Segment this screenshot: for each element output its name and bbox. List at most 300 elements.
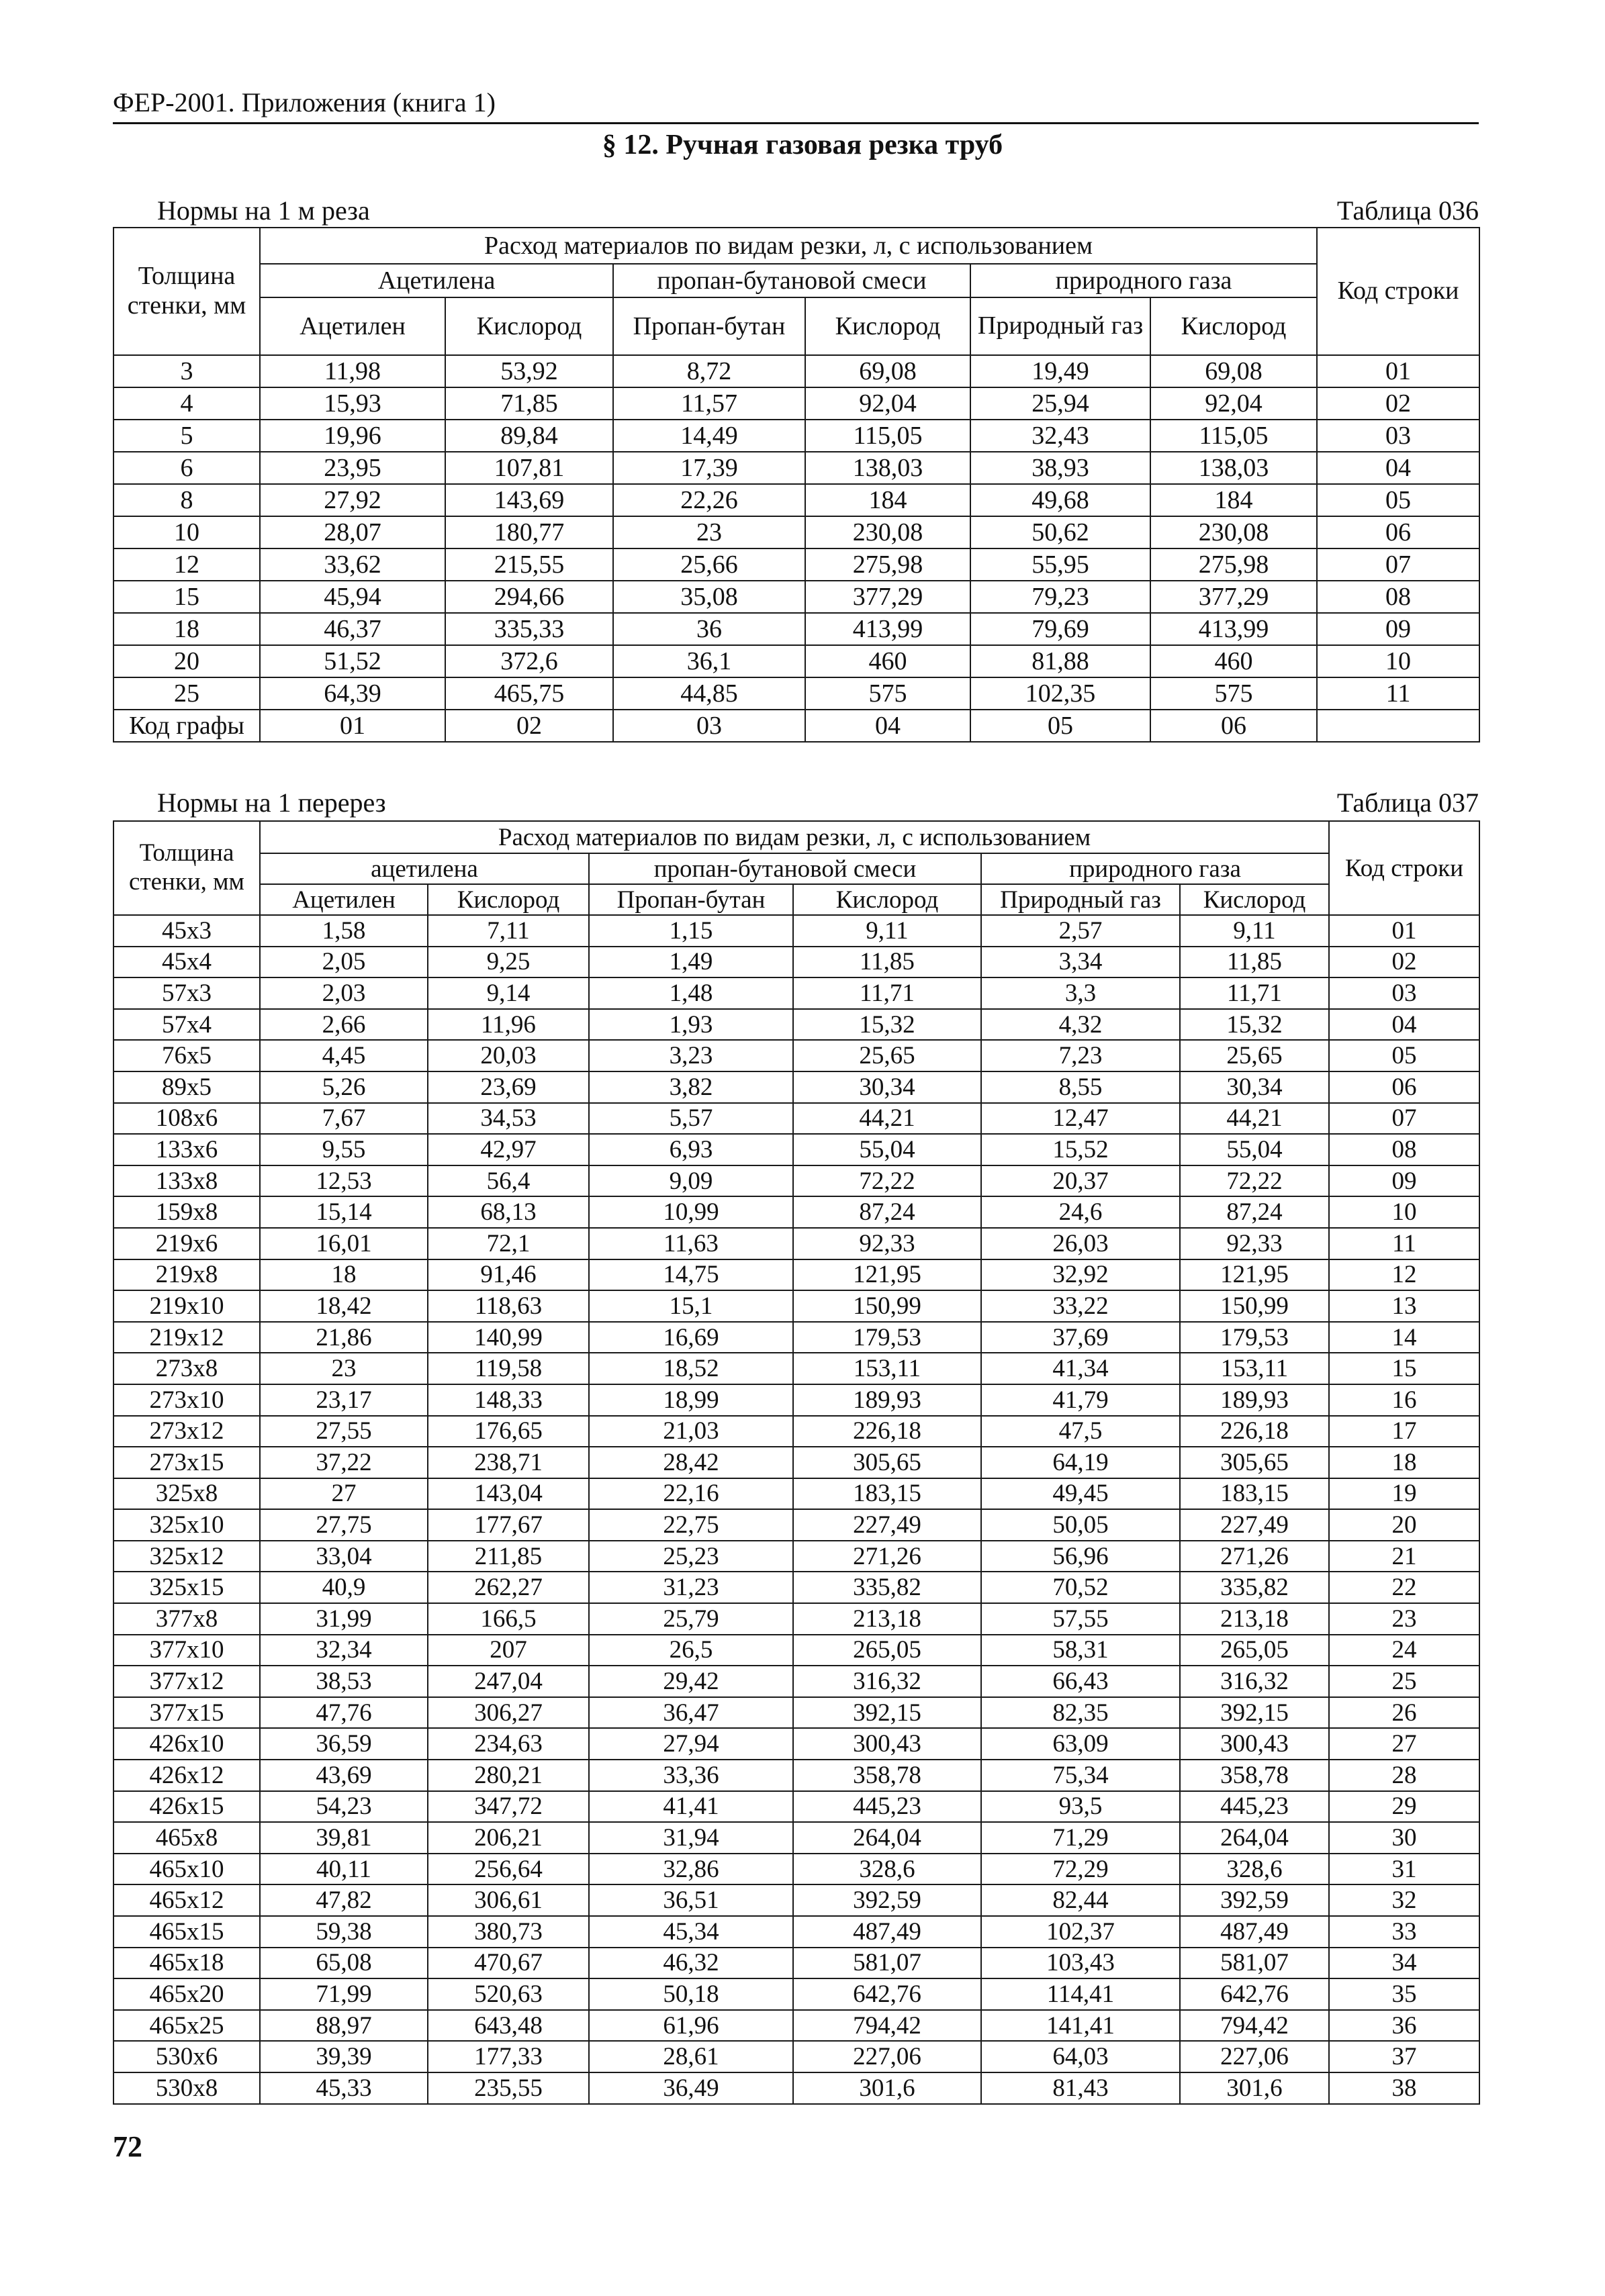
table-row [113, 1541, 1479, 1572]
column-code: 04 [805, 710, 970, 742]
table-cell: 238,71 [428, 1447, 589, 1478]
table-row [113, 1635, 1479, 1666]
table-cell: 19 [1329, 1478, 1479, 1510]
table-cell: 271,26 [793, 1541, 981, 1572]
table-row [113, 420, 1479, 452]
table-cell: 133х6 [113, 1134, 260, 1165]
table-cell: 11 [1329, 1228, 1479, 1259]
col-group-natural-gas: природного газа [981, 853, 1329, 884]
table-cell: 32,86 [589, 1854, 793, 1885]
page-number: 72 [113, 2130, 142, 2163]
table-cell: 05 [1317, 484, 1479, 516]
table-cell: 445,23 [793, 1791, 981, 1823]
table-row [113, 484, 1479, 516]
table-cell: 227,49 [1180, 1509, 1329, 1541]
table-cell: 17,39 [613, 452, 805, 484]
table-cell: 372,6 [445, 645, 613, 677]
table-cell: 234,63 [428, 1728, 589, 1760]
table-cell: 347,72 [428, 1791, 589, 1823]
table-cell: 271,26 [1180, 1541, 1329, 1572]
running-header-text: ФЕР-2001. Приложения (книга 1) [113, 87, 496, 117]
table-cell: 33,04 [260, 1541, 428, 1572]
table-cell: 114,41 [981, 1978, 1180, 2010]
table-cell: 31 [1329, 1854, 1479, 1885]
table-cell: 642,76 [793, 1978, 981, 2010]
table-cell: 19,49 [970, 355, 1150, 387]
table-cell: 91,46 [428, 1259, 589, 1291]
table-cell: 426х12 [113, 1760, 260, 1791]
table-cell: 230,08 [1150, 516, 1317, 548]
table-cell: 150,99 [1180, 1290, 1329, 1322]
col-header-acetylene: Ацетилен [260, 297, 445, 355]
table-cell: 32,92 [981, 1259, 1180, 1291]
table-cell: 11,71 [1180, 977, 1329, 1009]
table-cell: 215,55 [445, 548, 613, 581]
table-cell: 08 [1317, 581, 1479, 613]
table-cell: 21,86 [260, 1322, 428, 1353]
column-code: 01 [260, 710, 445, 742]
table-cell: 45,33 [260, 2072, 428, 2104]
table-row [113, 1854, 1479, 1885]
table-cell: 413,99 [1150, 613, 1317, 645]
table-cell: 92,04 [1150, 387, 1317, 420]
table-cell: 487,49 [793, 1916, 981, 1948]
table-row [113, 1259, 1479, 1291]
table-cell: 227,06 [793, 2041, 981, 2072]
table-cell: 68,13 [428, 1196, 589, 1228]
table-cell: 325х8 [113, 1478, 260, 1510]
table-cell: 09 [1329, 1165, 1479, 1197]
table-cell: 7,11 [428, 915, 589, 947]
table-cell: 28,61 [589, 2041, 793, 2072]
table-036-caption: Нормы на 1 м реза [157, 195, 370, 226]
table-cell: 219х6 [113, 1228, 260, 1259]
table-cell: 273х15 [113, 1447, 260, 1478]
table-cell: 18,99 [589, 1384, 793, 1416]
table-row [113, 1884, 1479, 1916]
table-cell: 465х25 [113, 2010, 260, 2042]
table-cell: 11,57 [613, 387, 805, 420]
col-header-oxygen: Кислород [1150, 297, 1317, 355]
table-cell: 2,05 [260, 947, 428, 978]
table-cell: 30,34 [1180, 1071, 1329, 1103]
table-cell: 183,15 [793, 1478, 981, 1510]
table-cell: 358,78 [1180, 1760, 1329, 1791]
table-cell: 118,63 [428, 1290, 589, 1322]
table-cell: 28,07 [260, 516, 445, 548]
table-037 [113, 820, 1480, 2105]
column-code: 03 [613, 710, 805, 742]
table-cell: 55,95 [970, 548, 1150, 581]
table-row [113, 677, 1479, 710]
table-cell: 377х15 [113, 1697, 260, 1729]
table-cell: 265,05 [793, 1635, 981, 1666]
table-row [113, 1228, 1479, 1259]
table-cell: 102,37 [981, 1916, 1180, 1948]
table-cell: 15 [113, 581, 260, 613]
table-cell: 15 [1329, 1353, 1479, 1384]
table-cell: 1,49 [589, 947, 793, 978]
table-cell: 392,15 [1180, 1697, 1329, 1729]
table-cell: 153,11 [793, 1353, 981, 1384]
table-cell: 4,32 [981, 1009, 1180, 1041]
table-cell: 11,85 [793, 947, 981, 978]
table-cell: 23 [260, 1353, 428, 1384]
table-cell: 40,9 [260, 1572, 428, 1603]
table-cell: 54,23 [260, 1791, 428, 1823]
table-cell: 219х10 [113, 1290, 260, 1322]
table-cell: 45х4 [113, 947, 260, 978]
table-cell: 530х8 [113, 2072, 260, 2104]
table-cell: 87,24 [1180, 1196, 1329, 1228]
col-header-natural-gas: Природный газ [970, 297, 1150, 355]
table-cell: 15,32 [1180, 1009, 1329, 1041]
column-code: 02 [445, 710, 613, 742]
table-cell: 380,73 [428, 1916, 589, 1948]
table-cell: 16,69 [589, 1322, 793, 1353]
table-cell: 09 [1317, 613, 1479, 645]
table-cell: 275,98 [1150, 548, 1317, 581]
table-cell: 581,07 [1180, 1948, 1329, 1979]
table-cell: 219х8 [113, 1259, 260, 1291]
table-cell: 150,99 [793, 1290, 981, 1322]
table-cell: 11,85 [1180, 947, 1329, 978]
table-cell: 470,67 [428, 1948, 589, 1979]
table-row [113, 1134, 1479, 1165]
table-cell: 27 [260, 1478, 428, 1510]
table-cell: 33,22 [981, 1290, 1180, 1322]
table-cell: 177,67 [428, 1509, 589, 1541]
table-row [113, 581, 1479, 613]
table-cell: 15,32 [793, 1009, 981, 1041]
table-cell: 92,04 [805, 387, 970, 420]
col-header-propane-butane: Пропан-бутан [613, 297, 805, 355]
page-header [113, 82, 1479, 124]
table-row [113, 613, 1479, 645]
table-cell: 44,21 [1180, 1103, 1329, 1135]
table-cell: 207 [428, 1635, 589, 1666]
table-cell: 16 [1329, 1384, 1479, 1416]
table-cell: 8,55 [981, 1071, 1180, 1103]
table-cell: 02 [1329, 947, 1479, 978]
table-cell: 64,03 [981, 2041, 1180, 2072]
table-cell: 119,58 [428, 1353, 589, 1384]
table-cell: 11,98 [260, 355, 445, 387]
table-cell: 9,14 [428, 977, 589, 1009]
column-code: 06 [1150, 710, 1317, 742]
table-row [113, 1978, 1479, 2010]
table-cell: 43,69 [260, 1760, 428, 1791]
table-cell: 15,93 [260, 387, 445, 420]
table-cell: 426х15 [113, 1791, 260, 1823]
table-cell: 3,82 [589, 1071, 793, 1103]
table-cell: 9,09 [589, 1165, 793, 1197]
table-row [113, 1728, 1479, 1760]
table-cell: 12,53 [260, 1165, 428, 1197]
table-cell: 64,39 [260, 677, 445, 710]
table-cell: 82,35 [981, 1697, 1180, 1729]
table-cell: 306,27 [428, 1697, 589, 1729]
table-cell: 81,88 [970, 645, 1150, 677]
table-cell: 41,34 [981, 1353, 1180, 1384]
table-row [113, 1509, 1479, 1541]
table-cell: 358,78 [793, 1760, 981, 1791]
table-row [113, 2041, 1479, 2072]
table-cell: 36,47 [589, 1697, 793, 1729]
table-037-caption: Нормы на 1 перерез [157, 787, 386, 818]
table-cell: 235,55 [428, 2072, 589, 2104]
table-cell: 392,59 [793, 1884, 981, 1916]
table-cell: 24,6 [981, 1196, 1180, 1228]
table-cell: 36,51 [589, 1884, 793, 1916]
table-cell: 47,5 [981, 1416, 1180, 1447]
table-cell: 35 [1329, 1978, 1479, 2010]
table-cell: 29 [1329, 1791, 1479, 1823]
table-cell: 335,33 [445, 613, 613, 645]
table-cell: 51,52 [260, 645, 445, 677]
table-cell: 26 [1329, 1697, 1479, 1729]
table-cell: 35,08 [613, 581, 805, 613]
table-cell: 189,93 [793, 1384, 981, 1416]
table-cell: 179,53 [1180, 1322, 1329, 1353]
table-row [113, 387, 1479, 420]
table-cell: 176,65 [428, 1416, 589, 1447]
table-cell: 247,04 [428, 1666, 589, 1697]
table-cell: 143,69 [445, 484, 613, 516]
table-cell: 460 [805, 645, 970, 677]
table-cell: 306,61 [428, 1884, 589, 1916]
table-cell: 25,65 [1180, 1040, 1329, 1071]
table-cell: 10,99 [589, 1196, 793, 1228]
table-cell: 1,58 [260, 915, 428, 947]
table-cell: 23 [1329, 1603, 1479, 1635]
table-cell: 226,18 [1180, 1416, 1329, 1447]
col-header-oxygen: Кислород [805, 297, 970, 355]
table-cell: 530х6 [113, 2041, 260, 2072]
table-cell: 153,11 [1180, 1353, 1329, 1384]
table-cell: 69,08 [1150, 355, 1317, 387]
table-cell: 32 [1329, 1884, 1479, 1916]
table-cell: 16,01 [260, 1228, 428, 1259]
section-title: § 12. Ручная газовая резка труб [602, 130, 1003, 160]
table-cell: 71,85 [445, 387, 613, 420]
table-cell: 275,98 [805, 548, 970, 581]
table-cell: 7,67 [260, 1103, 428, 1135]
col-header-consumption: Расход материалов по видам резки, л, с использованием [260, 228, 1317, 264]
table-cell: 300,43 [1180, 1728, 1329, 1760]
table-row [113, 1666, 1479, 1697]
table-cell: 14,75 [589, 1259, 793, 1291]
table-row [113, 1791, 1479, 1823]
table-cell: 93,5 [981, 1791, 1180, 1823]
column-code: 05 [970, 710, 1150, 742]
table-cell: 38,93 [970, 452, 1150, 484]
table-cell: 56,96 [981, 1541, 1180, 1572]
table-cell: 25,79 [589, 1603, 793, 1635]
table-cell: 41,41 [589, 1791, 793, 1823]
table-cell: 445,23 [1180, 1791, 1329, 1823]
table-cell: 36 [1329, 2010, 1479, 2042]
table-cell: 57,55 [981, 1603, 1180, 1635]
table-cell: 14 [1329, 1322, 1479, 1353]
table-cell: 5,57 [589, 1103, 793, 1135]
table-cell: 465х10 [113, 1854, 260, 1885]
table-row [113, 1196, 1479, 1228]
table-cell: 70,52 [981, 1572, 1180, 1603]
table-row [113, 1040, 1479, 1071]
table-cell: 27,94 [589, 1728, 793, 1760]
table-cell: 15,1 [589, 1290, 793, 1322]
table-cell: 103,43 [981, 1948, 1180, 1979]
table-cell: 26,03 [981, 1228, 1180, 1259]
table-cell: 377х12 [113, 1666, 260, 1697]
table-cell: 25,23 [589, 1541, 793, 1572]
table-cell: 20,37 [981, 1165, 1180, 1197]
table-cell: 40,11 [260, 1854, 428, 1885]
table-cell: 9,25 [428, 947, 589, 978]
table-cell: 36,1 [613, 645, 805, 677]
table-cell: 37,22 [260, 1447, 428, 1478]
table-cell: 325х15 [113, 1572, 260, 1603]
table-cell: 65,08 [260, 1948, 428, 1979]
table-cell: 79,23 [970, 581, 1150, 613]
table-cell: 108х6 [113, 1103, 260, 1135]
table-cell: 520,63 [428, 1978, 589, 2010]
table-cell: 325х12 [113, 1541, 260, 1572]
table-cell: 21 [1329, 1541, 1479, 1572]
table-cell: 10 [1329, 1196, 1479, 1228]
table-cell: 121,95 [793, 1259, 981, 1291]
table-cell: 465х8 [113, 1822, 260, 1854]
table-row [113, 1916, 1479, 1948]
table-cell: 18,52 [589, 1353, 793, 1384]
col-group-propane-butane: пропан-бутановой смеси [589, 853, 981, 884]
table-cell: 23,69 [428, 1071, 589, 1103]
table-cell: 15,52 [981, 1134, 1180, 1165]
table-cell: 121,95 [1180, 1259, 1329, 1291]
table-cell: 166,5 [428, 1603, 589, 1635]
table-cell: 66,43 [981, 1666, 1180, 1697]
table-cell: 377х10 [113, 1635, 260, 1666]
table-row [113, 355, 1479, 387]
table-cell: 72,1 [428, 1228, 589, 1259]
table-cell: 75,34 [981, 1760, 1180, 1791]
table-row [113, 516, 1479, 548]
table-row [113, 977, 1479, 1009]
table-cell: 45,94 [260, 581, 445, 613]
table-cell: 21,03 [589, 1416, 793, 1447]
table-cell: 280,21 [428, 1760, 589, 1791]
table-cell: 180,77 [445, 516, 613, 548]
table-cell: 3,3 [981, 977, 1180, 1009]
table-cell: 18 [260, 1259, 428, 1291]
table-cell: 37,69 [981, 1322, 1180, 1353]
table-row [113, 1948, 1479, 1979]
table-cell: 02 [1317, 387, 1479, 420]
table-cell: 27,55 [260, 1416, 428, 1447]
table-cell: 30,34 [793, 1071, 981, 1103]
table-cell: 03 [1329, 977, 1479, 1009]
table-cell: 177,33 [428, 2041, 589, 2072]
table-cell: 06 [1329, 1071, 1479, 1103]
table-cell: 211,85 [428, 1541, 589, 1572]
col-header-thickness: Толщина стенки, мм [113, 821, 260, 915]
table-cell: 4 [113, 387, 260, 420]
table-cell: 273х12 [113, 1416, 260, 1447]
table-cell: 44,85 [613, 677, 805, 710]
table-cell: 22,26 [613, 484, 805, 516]
table-cell: 55,04 [793, 1134, 981, 1165]
table-cell: 3,23 [589, 1040, 793, 1071]
table-cell: 39,81 [260, 1822, 428, 1854]
table-cell: 465х18 [113, 1948, 260, 1979]
table-cell: 07 [1329, 1103, 1479, 1135]
table-cell: 6,93 [589, 1134, 793, 1165]
table-cell: 138,03 [1150, 452, 1317, 484]
table-cell: 794,42 [793, 2010, 981, 2042]
table-cell: 69,08 [805, 355, 970, 387]
table-cell: 33,62 [260, 548, 445, 581]
table-cell: 22,75 [589, 1509, 793, 1541]
table-row [113, 1165, 1479, 1197]
table-cell: 9,11 [1180, 915, 1329, 947]
table-cell: 22 [1329, 1572, 1479, 1603]
table-cell: 487,49 [1180, 1916, 1329, 1948]
table-cell: 305,65 [793, 1447, 981, 1478]
table-cell: 5,26 [260, 1071, 428, 1103]
table-row [113, 1353, 1479, 1384]
table-cell: 63,09 [981, 1728, 1180, 1760]
table-cell: 87,24 [793, 1196, 981, 1228]
table-037-number: Таблица 037 [1336, 787, 1479, 818]
col-header-code: Код строки [1317, 228, 1479, 355]
table-cell: 335,82 [793, 1572, 981, 1603]
table-cell: 5 [113, 420, 260, 452]
table-cell: 8 [113, 484, 260, 516]
table-cell: 27,75 [260, 1509, 428, 1541]
table-cell: 45,34 [589, 1916, 793, 1948]
table-cell: 794,42 [1180, 2010, 1329, 2042]
table-cell: 25,94 [970, 387, 1150, 420]
table-cell: 17 [1329, 1416, 1479, 1447]
table-cell: 115,05 [805, 420, 970, 452]
table-cell: 32,43 [970, 420, 1150, 452]
table-cell: 13 [1329, 1290, 1479, 1322]
table-cell: 14,49 [613, 420, 805, 452]
table-cell: 71,99 [260, 1978, 428, 2010]
table-cell: 36 [613, 613, 805, 645]
table-cell: 25 [113, 677, 260, 710]
table-cell: 45х3 [113, 915, 260, 947]
table-cell: 159х8 [113, 1196, 260, 1228]
table-cell: 05 [1329, 1040, 1479, 1071]
table-cell: 50,18 [589, 1978, 793, 2010]
table-row [113, 1760, 1479, 1791]
table-row [113, 1103, 1479, 1135]
table-cell: 59,38 [260, 1916, 428, 1948]
table-cell: 392,59 [1180, 1884, 1329, 1916]
table-cell: 29,42 [589, 1666, 793, 1697]
table-cell: 1,15 [589, 915, 793, 947]
table-cell: 143,04 [428, 1478, 589, 1510]
table-cell: 23,17 [260, 1384, 428, 1416]
table-cell: 10 [1317, 645, 1479, 677]
table-cell: 328,6 [1180, 1854, 1329, 1885]
table-cell: 50,62 [970, 516, 1150, 548]
table-cell: 72,22 [1180, 1165, 1329, 1197]
table-cell: 7,23 [981, 1040, 1180, 1071]
table-cell: 294,66 [445, 581, 613, 613]
